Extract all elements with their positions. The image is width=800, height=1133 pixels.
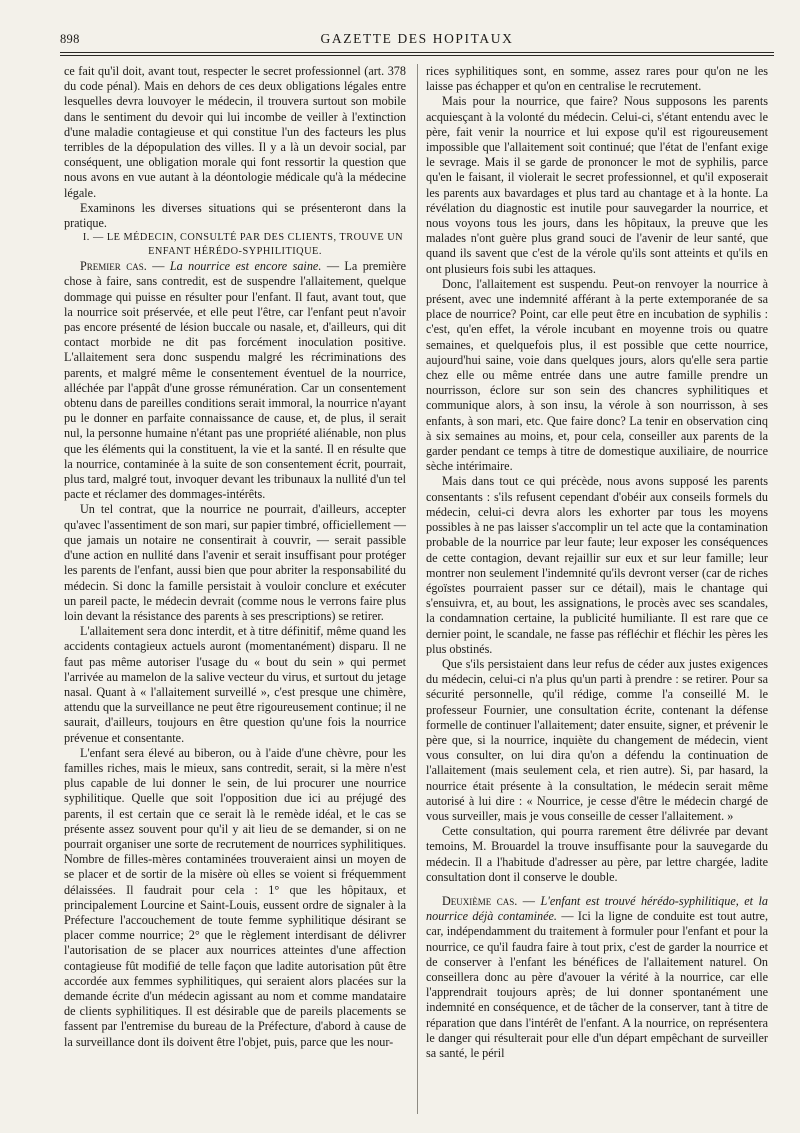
paragraph: ce fait qu'il doit, avant tout, respecter le secret professionnel (art. 378 du code pénal). Mais en dehors de ces deux obligations légales entre lesquelles devra louvoyer le médecin, il trouvera surtout son mobile dans le sentiment du devoir qui lui incombe de veiller à l'extinction d'une maladie contagieuse et qui constitue l'un des facteurs les plus terribles de la dépopulation des villes. Il y a là un devoir social, par conséquent, une obligation morale qui font ressortir la question que nous avons en vue autant à la déontologie médicale qu'à la médecine légale. bbox=[64, 64, 406, 200]
column-divider bbox=[417, 64, 418, 1114]
left-column bbox=[64, 64, 406, 1050]
case-label: Deuxième cas. bbox=[442, 893, 518, 908]
case-text: — La première chose à faire, sans contredit, est de suspendre l'allaitement, quelque dommage qui puisse en résulter pour l'enfant. Il faut, avant tout, que la nourrice soit préservée, et elle peut l'être, car l'enfant peut n'avoir pas encore présenté de lésion buccale ou nasale, et, d'ailleurs, qui dit contact morbide ne dit pas forcément inoculation positive. L'allaitement sera donc suspendu malgré les récriminations des parents, et malgré même le consentement éventuel de la nourrice, alléchée par l'appât d'une grosse rémunération. Car un consentement obtenu dans de pareilles conditions serait immoral, la nourrice n'ayant pu le donner en parfaite connaissance de cause, et, de plus, il serait nul, la personne humaine n'étant pas une propriété aliénable, non plus que les éléments qui la constituent, la vie et la santé. Il en résulte que la nourrice, contaminée à la suite de son consentement écrit, pourrait, plus tard, malgré tout, invoquer devant les tribunaux la nullité d'un tel pacte et réclamer des dommages-intérêts. bbox=[64, 259, 407, 502]
paragraph: Mais pour la nourrice, que faire? Nous supposons les parents acquiesçant à la volonté du médecin. Celui-ci, s'étant entendu avec le père, fait venir la nourrice et lui expose qu'il est rigoureusement impossible que l'allaitement soit continué; que l'état de l'enfant exige le sevrage. Mais il se garde de prononcer le mot de syphilis, parce qu'en le faisant, il violerait le secret professionnel, et qu'il exposerait les parents aux bavardages et plus tard au chantage et à la honte. La révélation du diagnostic est inutile pour sauvegarder la nourrice, et nous voyons tous les jours, dans les hôpitaux, la preuve que les malades n'ont guère plus grand souci de l'avenir de leur santé, que quand ils savent que c'est de la vérole qu'ils sont atteints et qu'ils en ont plusieurs fois subi les attaques. bbox=[426, 94, 768, 276]
paragraph: Un tel contrat, que la nourrice ne pourrait, d'ailleurs, accepter qu'avec l'assentiment de son mari, sur papier timbré, officiellement — que jamais un notaire ne consentirait à couvrir, — serait passible d'une action en nullité dans l'avenir et serait insuffisant pour protéger les parents de l'enfant, aussi bien que pour abriter la responsabilité du médecin. Si donc la famille persistait à vouloir conclure et exécuter un pareil pacte, le médecin devrait (comme nous le verrons faire plus loin devant la résistance des parents à ses prescriptions) se retirer. bbox=[64, 502, 406, 623]
paragraph: L'allaitement sera donc interdit, et à titre définitif, même quand les accidents contagieux actuels auront (momentanément) disparu. Il ne faut pas même autoriser l'usage du « bout du sein » qui permet l'arrivée au mamelon de la salive vecteur du virus, et surtout du jetage nasal. Quant à « l'allaitement surveillé », c'est presque une chimère, attendu que la surveillance ne peut être rigoureusement continue; il ne saurait, d'ailleurs, toujours en être question qu'une fois la nourrice prévenue et consentante. bbox=[64, 624, 406, 745]
paragraph-case-one: Premier cas. — La nourrice est encore saine. — La première chose à faire, sans contredit, est de suspendre l'allaitement, quelque dommage qui puisse en résulter pour l'enfant. Il faut, avant tout, que la nourrice soit préservée, et elle peut l'être, car l'enfant peut n'avoir pas encore présenté de lésion buccale ou nasale, et, d'ailleurs, qui dit contact morbide ne dit pas forcément inoculation positive. L'allaitement sera donc suspendu malgré les récriminations des parents, et malgré même le consentement éventuel de la nourrice, alléchée par l'appât d'une grosse rémunération. Car un consentement obtenu dans de pareilles conditions serait immoral, la nourrice n'ayant pu le donner en parfaite connaissance de cause, et, de plus, il serait nul, la personne humaine n'étant pas une propriété aliénable, non plus que les éléments qui la constituent, la vie et la santé. Il en résulte que la nourrice, contaminée à la suite de son consentement écrit, pourrait, plus tard, malgré tout, invoquer devant les tribunaux la nullité d'un tel pacte et réclamer des dommages-intérêts. bbox=[64, 259, 407, 502]
case-label: Premier cas. bbox=[80, 259, 147, 274]
section-heading: I. — LE MÉDECIN, CONSULTÉ PAR DES CLIENTS, TROUVE UN ENFANT HÉRÉDO-SYPHILITIQUE. bbox=[82, 232, 404, 258]
page-header bbox=[60, 30, 774, 52]
paragraph: rices syphilitiques sont, en somme, assez rares pour qu'on ne les laisse pas échapper et qu'on en centralise le recrutement. bbox=[426, 64, 768, 94]
paragraph: Que s'ils persistaient dans leur refus de céder aux justes exigences du médecin, celui-ci n'a plus qu'un parti à prendre : se retirer. Pour sa sécurité personnelle, qu'il rédige, comme l'a conseillé M. le professeur Fournier, une consultation écrite, contenant la défense formelle de continuer l'allaitement; dater ensuite, signer, et prévenir le père que, si la nourrice, inquiète du changement de médecin, vient vous consulter, on lui dira qu'on a défendu la continuation de l'allaitement (mais seulement cela, et rien autre). Si, par hasard, la nourrice était présente à la consultation, le médecin serait même autorisé à lui dire : « Nourrice, je cesse d'être le médecin chargé de vous surveiller, mais je vous conseille de cesser l'allaitement. » bbox=[426, 656, 768, 823]
paragraph: Donc, l'allaitement est suspendu. Peut-on renvoyer la nourrice à présent, avec une indemnité afférant à la perte extemporanée de sa place de nourrice? Point, car elle peut être en incubation de syphilis : c'est, qu'en effet, la vérole incubant en moyenne trois ou quatre semaines, et quelquefois plus, il est possible que cette nourrice, aujourd'hui saine, voie dans quelques jours, alors qu'elle sera partie chez elle ou même entrée dans une autre famille prendre un nourrisson, éclore sur son sein des chancres syphilitiques et communique alors, à son insu, la vérole à son nourrisson, à ses enfants, à son mari, etc. Que faire donc? La tenir en observation cinq à six semaines au moins, et, pour cela, conseiller aux parents de la garder pendant ce temps à titre de domestique auxiliaire, de nourrice sèche intérimaire. bbox=[426, 276, 768, 474]
paragraph: Cette consultation, qui pourra rarement être délivrée par devant temoins, M. Brouardel la trouve insuffisante pour la sauvegarde du médecin. Il a l'habitude d'adresser au père, par lettre chargée, ladite consultation dont il conserve le double. bbox=[426, 824, 768, 884]
right-column bbox=[426, 64, 768, 1061]
paragraph: L'enfant sera élevé au biberon, ou à l'aide d'une chèvre, pour les familles riches, mais le mieux, sans contredit, serait, si la mère n'est plus capable de lui donner le sein, de lui procurer une nourrice syphilitique. Quelle que soit l'opposition due ici au préjugé des parents, il est certain que ce serait là le remède idéal, et le cas se présente assez souvent pour qu'il y ait lieu de se demander, si on ne pourrait organiser une sorte de recrutement de nourrices syphilitiques. Nombre de filles-mères contaminées trouveraient ainsi un moyen de se placer et de sortir de la misère où elles se voient si fréquemment délaissées. Il faudrait pour cela : 1° que les hôpitaux, et principalement Lourcine et Saint-Louis, eussent ordre de signaler à la Préfecture l'accouchement de toute femme syphilitique désirant se placer comme nourrice; 2° que le règlement interdisant de délivrer l'autorisation de se placer aux nourrices atteintes d'une affection contagieuse fût modifié de telle façon que ladite autorisation pût être accordée aux femmes syphilitiques, qui seraient alors placées sur la demande écrite d'un médecin agissant au nom et comme mandataire de clients syphilitiques. Il est désirable que de pareils placements se fassent par l'entremise du bureau de la Préfecture, d'abord à cause de la surveillance dont ils doivent être l'objet, puis, parce que les nour- bbox=[64, 745, 406, 1049]
running-title: GAZETTE DES HOPITAUX bbox=[320, 31, 514, 46]
paragraph-case-two: Deuxième cas. — L'enfant est trouvé hérédo-syphilitique, et la nourrice déjà contaminée. — Ici la ligne de conduite est tout autre, car, indépendamment du traitement à formuler pour l'enfant et pour la nourrice, ce qu'il faudra faire à tout prix, c'est de garder la nourrice et de conserver à l'enfant les bénéfices de l'allaitement naturel. On conseillera donc au père d'avouer la vérité à la nourrice, car elle l'apprendrait toujours après; de lui donner spontanément une indemnité en conséquence, et de tâcher de la conserver, tant à titre de réparation que dans l'intérêt de l'enfant. A la nourrice, on représentera le danger qui résulterait pour elle d'un départ empêchant de surveiller sa santé, le péril bbox=[426, 893, 769, 1060]
paragraph: Examinons les diverses situations qui se présenteront dans la pratique. bbox=[64, 200, 406, 231]
page-number: 898 bbox=[60, 32, 80, 46]
case-text: — Ici la ligne de conduite est tout autre, car, indépendamment du traitement à formuler pour l'enfant et pour la nourrice, ce qu'il faudra faire à tout prix, c'est de garder la nourrice et de conserver à l'enfant les bénéfices de l'allaitement naturel. On conseillera donc au père d'avouer la vérité à la nourrice, car elle l'apprendrait toujours après; de lui donner spontanément une indemnité en conséquence, et de tâcher de la conserver, tant à titre de réparation que dans l'intérêt de l'enfant. A la nourrice, on représentera le danger qui résulterait pour elle d'un départ empêchant de surveiller sa santé, le péril bbox=[426, 909, 769, 1060]
case-title: L'enfant est trouvé hérédo-syphilitique, et la nourrice déjà contaminée. bbox=[426, 893, 768, 924]
header-rule bbox=[60, 52, 774, 53]
case-title: La nourrice est encore saine. bbox=[169, 259, 322, 274]
header-rule-double bbox=[60, 55, 774, 56]
paragraph: Mais dans tout ce qui précède, nous avons supposé les parents consentants : s'ils refusent cependant d'obéir aux conseils formels du médecin, celui-ci devra alors les exhorter par tous les moyens possibles à ne pas laisser s'accomplir un tel acte que la contamination probable de la nourrice par leur faute; leur exposer les conséquences de cette contagion, devant rejaillir sur eux et sur leur famille; leur montrer non seulement l'indemnité qu'ils devront verser (car de riches égoïstes pourraient passer sur ce détail), mais le chantage qui s'ensuivra, et, au bout, les assignations, le procès avec ses scandales, la condamnation certaine, la publicité humiliante. Il est rare que ce dernier point, le scandale, ne fasse pas réfléchir et fléchir les pères les plus obstinés. bbox=[426, 474, 768, 656]
